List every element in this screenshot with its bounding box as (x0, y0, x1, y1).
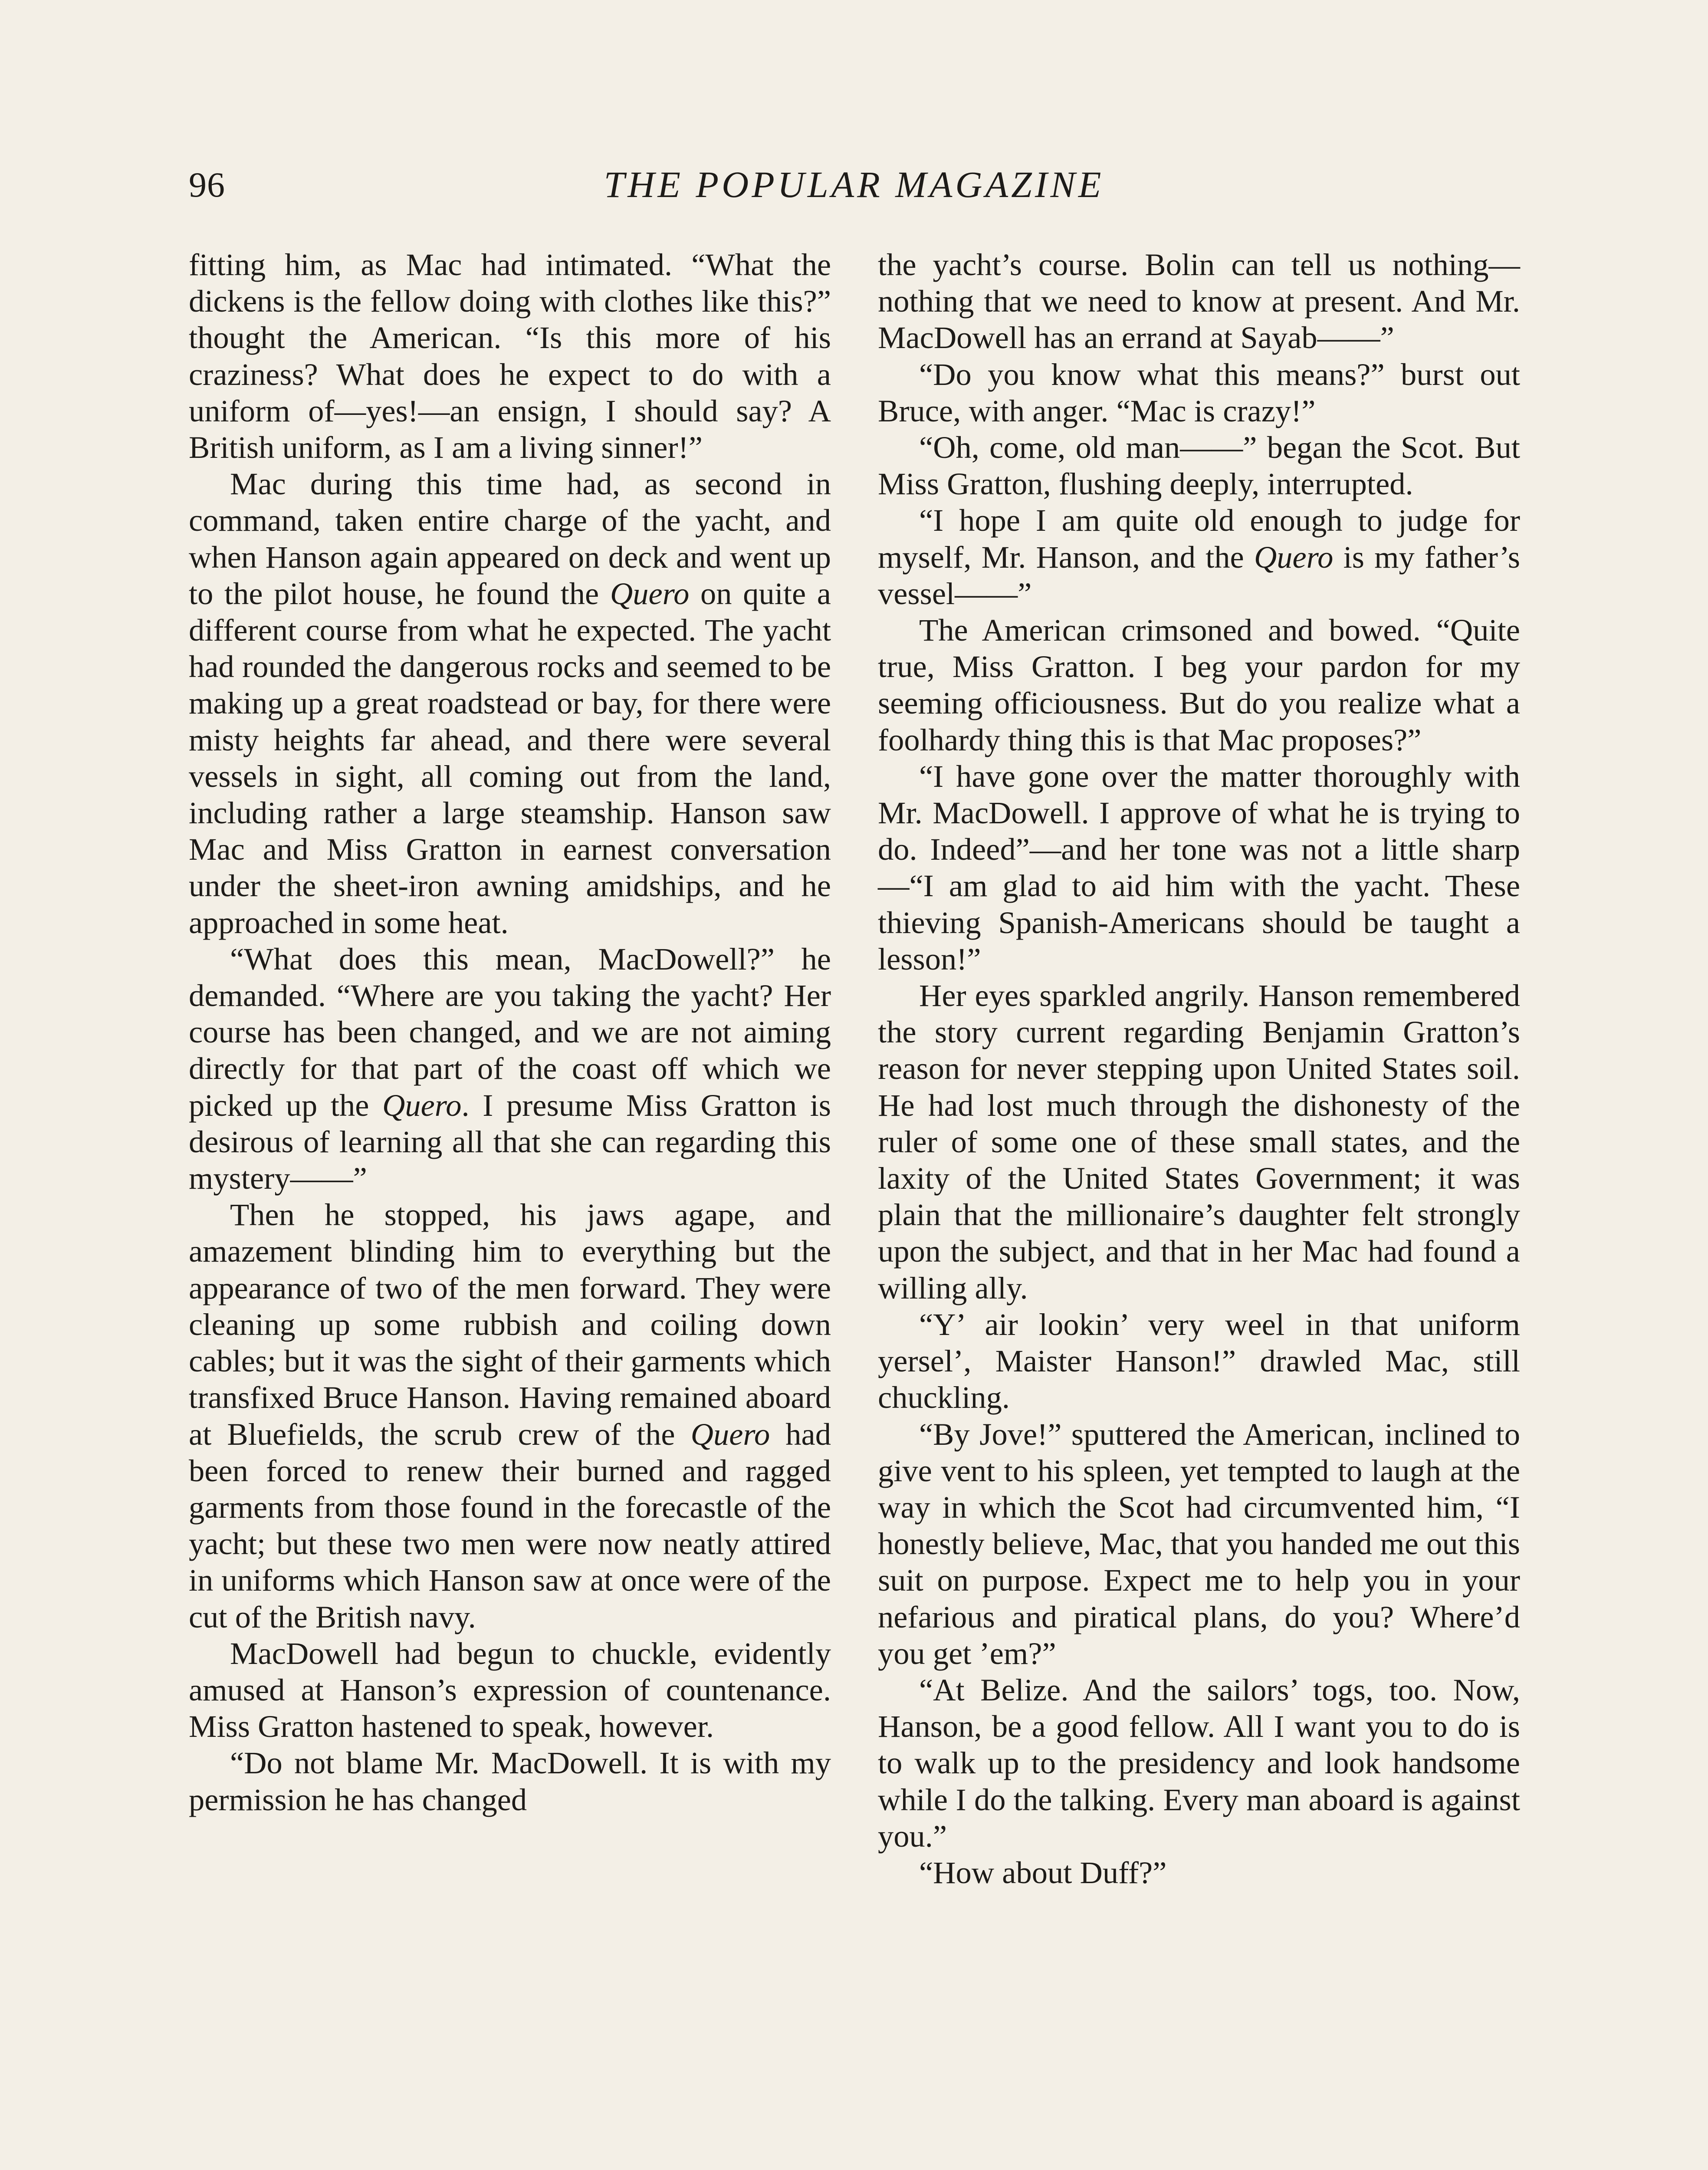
ship-name: Quero (610, 575, 690, 611)
ship-name: Quero (382, 1087, 462, 1123)
paragraph: Then he stopped, his jaws agape, and amazement blinding him to everything but the appearance of two of the men forward. They were cleaning up some rubbish and coiling down cables; but it was the sight of their garments which transfixed Bruce Hanson. Having remained aboard at Bluefields, the scrub crew of the Quero had been forced to renew their burned and ragged garments from those found in the forecastle of the yacht; but these two men were now neatly attired in uniforms which Hanson saw at once were of the cut of the British navy. (189, 1197, 831, 1634)
paragraph: “Oh, come, old man——” began the Scot. But Miss Gratton, flushing deeply, interrupted. (878, 430, 1520, 502)
paragraph: Mac during this time had, as second in command, taken entire charge of the yacht, and when Hanson again appeared on deck and went up to the pilot house, he found the Quero on quite a different course from what he expected. The yacht had rounded the dangerous rocks and seemed to be making up a great roadstead or bay, for there were misty heights far ahead, and there were several vessels in sight, all coming out from the land, including rather a large steamship. Hanson saw Mac and Miss Gratton in earnest conversation under the sheet-iron awning amidships, and he approached in some heat. (189, 466, 831, 940)
page-number: 96 (189, 165, 225, 204)
paragraph: fitting him, as Mac had intimated. “What the dickens is the fellow doing with clothes like this?” thought the American. “Is this more of his craziness? What does he expect to do with a uniform of—yes!—an ensign, I should say? A British uniform, as I am a living sinner!” (189, 247, 831, 465)
paragraph: MacDowell had begun to chuckle, evidently amused at Hanson’s expression of countenance. Miss Gratton hastened to speak, however. (189, 1635, 831, 1744)
magazine-title: THE POPULAR MAGAZINE (604, 164, 1104, 205)
paragraph: the yacht’s course. Bolin can tell us nothing—nothing that we need to know at present. And Mr. MacDowell has an errand at Sayab——” (878, 247, 1520, 355)
paragraph: “Do not blame Mr. MacDowell. It is with my permission he has changed (189, 1745, 831, 1817)
paragraph: Her eyes sparkled angrily. Hanson remembered the story current regarding Benjamin Gratton’s reason for never stepping upon United States soil. He had lost much through the dishonesty of the ruler of some one of these small states, and the laxity of the United States Government; it was plain that the millionaire’s daughter felt strongly upon the subject, and that in her Mac had found a willing ally. (878, 978, 1520, 1305)
paragraph: “How about Duff?” (919, 1854, 1167, 1890)
paragraph: “I have gone over the matter thoroughly with Mr. MacDowell. I approve of what he is trying to do. Indeed”—and her tone was not a little sharp—“I am glad to aid him with the yacht. These thieving Spanish-Americans should be taught a lesson!” (878, 758, 1520, 976)
left-column (189, 247, 831, 1818)
paragraph: “Do you know what this means?” burst out Bruce, with anger. “Mac is crazy!” (878, 356, 1520, 428)
right-column (878, 247, 1520, 1891)
paragraph: “By Jove!” sputtered the American, inclined to give vent to his spleen, yet tempted to laugh at the way in which the Scot had circumvented him, “I honestly believe, Mac, that you handed me out this suit on purpose. Expect me to help you in your nefarious and piratical plans, do you? Where’d you get ’em?” (878, 1416, 1520, 1671)
paragraph: “Y’ air lookin’ very weel in that uniform yersel’, Maister Hanson!” drawled Mac, still chuckling. (878, 1306, 1520, 1415)
paragraph: “I hope I am quite old enough to judge for myself, Mr. Hanson, and the Quero is my father’s vessel——” (878, 503, 1520, 611)
ship-name: Quero (1254, 539, 1334, 575)
paragraph: “At Belize. And the sailors’ togs, too. Now, Hanson, be a good fellow. All I want you to do is to walk up to the presidency and look handsome while I do the talking. Every man aboard is against you.” (878, 1672, 1520, 1854)
paragraph: “What does this mean, MacDowell?” he demanded. “Where are you taking the yacht? Her course has been changed, and we are not aiming directly for that part of the coast off which we picked up the Quero. I presume Miss Gratton is desirous of learning all that she can regarding this mystery——” (189, 941, 831, 1196)
paragraph: The American crimsoned and bowed. “Quite true, Miss Gratton. I beg your pardon for my seeming officiousness. But do you realize what a foolhardy thing this is that Mac proposes?” (878, 612, 1520, 757)
ship-name: Quero (690, 1416, 770, 1452)
